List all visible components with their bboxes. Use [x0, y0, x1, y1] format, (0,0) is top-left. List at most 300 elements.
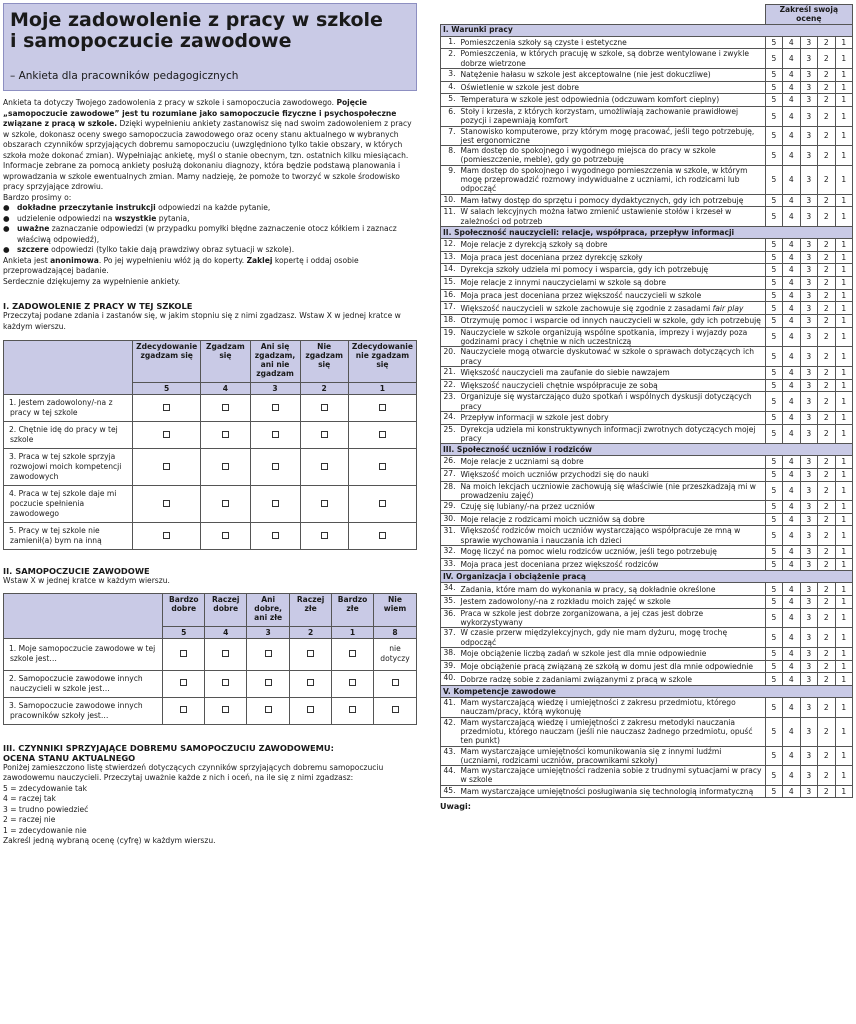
score-option[interactable]: 1: [835, 379, 853, 392]
score-option[interactable]: 1: [835, 583, 853, 596]
score-option[interactable]: 4: [783, 302, 800, 315]
answer-cell[interactable]: [300, 422, 348, 449]
score-option[interactable]: 4: [783, 526, 800, 546]
score-option[interactable]: 2: [818, 717, 835, 746]
score-option[interactable]: 1: [835, 68, 853, 81]
score-option[interactable]: 3: [800, 36, 817, 49]
score-option[interactable]: 5: [765, 68, 782, 81]
score-option[interactable]: 2: [818, 146, 835, 166]
score-option[interactable]: 4: [783, 660, 800, 673]
score-option[interactable]: 3: [800, 608, 817, 628]
score-option[interactable]: 3: [800, 673, 817, 686]
score-option[interactable]: 5: [765, 558, 782, 571]
score-option[interactable]: 1: [835, 660, 853, 673]
score-option[interactable]: 3: [800, 251, 817, 264]
answer-cell[interactable]: [247, 670, 290, 697]
score-option[interactable]: 2: [818, 596, 835, 609]
score-option[interactable]: 5: [765, 526, 782, 546]
score-option[interactable]: 3: [800, 501, 817, 514]
score-option[interactable]: 4: [783, 347, 800, 367]
score-option[interactable]: 1: [835, 766, 853, 786]
score-option[interactable]: 3: [800, 411, 817, 424]
score-option[interactable]: 4: [783, 36, 800, 49]
score-option[interactable]: 1: [835, 746, 853, 766]
score-option[interactable]: 2: [818, 526, 835, 546]
score-option[interactable]: 2: [818, 481, 835, 501]
answer-cell[interactable]: [201, 422, 250, 449]
score-option[interactable]: 1: [835, 165, 853, 194]
score-option[interactable]: 4: [783, 366, 800, 379]
score-option[interactable]: 5: [765, 276, 782, 289]
score-option[interactable]: 3: [800, 379, 817, 392]
score-option[interactable]: 4: [783, 628, 800, 648]
score-option[interactable]: 5: [765, 785, 782, 798]
score-option[interactable]: 3: [800, 546, 817, 559]
score-option[interactable]: 3: [800, 276, 817, 289]
score-option[interactable]: 1: [835, 608, 853, 628]
checkbox[interactable]: [321, 500, 328, 507]
score-option[interactable]: 3: [800, 68, 817, 81]
answer-cell[interactable]: [348, 449, 416, 486]
score-option[interactable]: 4: [783, 608, 800, 628]
checkbox[interactable]: [222, 679, 229, 686]
score-option[interactable]: 3: [800, 315, 817, 328]
checkbox[interactable]: [379, 532, 386, 539]
score-option[interactable]: 1: [835, 238, 853, 251]
score-option[interactable]: 5: [765, 546, 782, 559]
score-option[interactable]: 5: [765, 608, 782, 628]
score-option[interactable]: 5: [765, 424, 782, 444]
checkbox[interactable]: [222, 706, 229, 713]
score-option[interactable]: 1: [835, 785, 853, 798]
answer-cell[interactable]: [201, 486, 250, 523]
answer-cell[interactable]: [332, 697, 374, 724]
answer-cell[interactable]: [201, 395, 250, 422]
score-option[interactable]: 5: [765, 366, 782, 379]
score-option[interactable]: 1: [835, 276, 853, 289]
score-option[interactable]: 2: [818, 264, 835, 277]
score-option[interactable]: 2: [818, 785, 835, 798]
score-option[interactable]: 2: [818, 49, 835, 69]
score-option[interactable]: 1: [835, 648, 853, 661]
answer-cell[interactable]: [205, 638, 247, 670]
checkbox[interactable]: [222, 500, 229, 507]
score-option[interactable]: 1: [835, 194, 853, 207]
score-option[interactable]: 5: [765, 251, 782, 264]
score-option[interactable]: 2: [818, 456, 835, 469]
answer-cell[interactable]: [300, 523, 348, 550]
score-option[interactable]: 3: [800, 456, 817, 469]
score-option[interactable]: 4: [783, 698, 800, 718]
answer-cell[interactable]: [205, 697, 247, 724]
score-option[interactable]: 3: [800, 583, 817, 596]
score-option[interactable]: 5: [765, 194, 782, 207]
checkbox[interactable]: [272, 500, 279, 507]
score-option[interactable]: 5: [765, 289, 782, 302]
score-option[interactable]: 2: [818, 628, 835, 648]
score-option[interactable]: 2: [818, 126, 835, 146]
score-option[interactable]: 4: [783, 392, 800, 412]
score-option[interactable]: 1: [835, 289, 853, 302]
checkbox[interactable]: [163, 500, 170, 507]
score-option[interactable]: 1: [835, 392, 853, 412]
score-option[interactable]: 2: [818, 766, 835, 786]
score-option[interactable]: 2: [818, 583, 835, 596]
answer-cell[interactable]: [250, 449, 300, 486]
score-option[interactable]: 5: [765, 628, 782, 648]
score-option[interactable]: 1: [835, 513, 853, 526]
checkbox[interactable]: [321, 431, 328, 438]
checkbox[interactable]: [392, 679, 399, 686]
score-option[interactable]: 1: [835, 302, 853, 315]
score-option[interactable]: 2: [818, 608, 835, 628]
score-option[interactable]: 5: [765, 94, 782, 107]
answer-cell[interactable]: [300, 486, 348, 523]
score-option[interactable]: 4: [783, 106, 800, 126]
checkbox[interactable]: [222, 532, 229, 539]
score-option[interactable]: 1: [835, 126, 853, 146]
score-option[interactable]: 5: [765, 207, 782, 227]
score-option[interactable]: 4: [783, 673, 800, 686]
score-option[interactable]: 5: [765, 327, 782, 347]
checkbox[interactable]: [272, 404, 279, 411]
answer-cell[interactable]: [290, 638, 332, 670]
score-option[interactable]: 3: [800, 327, 817, 347]
score-option[interactable]: 3: [800, 392, 817, 412]
score-option[interactable]: 2: [818, 660, 835, 673]
score-option[interactable]: 4: [783, 583, 800, 596]
score-option[interactable]: 2: [818, 302, 835, 315]
checkbox[interactable]: [272, 532, 279, 539]
score-option[interactable]: 5: [765, 81, 782, 94]
score-option[interactable]: 3: [800, 165, 817, 194]
score-option[interactable]: 1: [835, 264, 853, 277]
score-option[interactable]: 2: [818, 106, 835, 126]
score-option[interactable]: 3: [800, 238, 817, 251]
score-option[interactable]: 2: [818, 501, 835, 514]
score-option[interactable]: 3: [800, 49, 817, 69]
answer-cell[interactable]: [290, 670, 332, 697]
checkbox[interactable]: [163, 431, 170, 438]
score-option[interactable]: 3: [800, 628, 817, 648]
answer-cell[interactable]: [163, 670, 205, 697]
score-option[interactable]: 5: [765, 126, 782, 146]
score-option[interactable]: 5: [765, 146, 782, 166]
score-option[interactable]: 4: [783, 276, 800, 289]
answer-cell[interactable]: [250, 395, 300, 422]
score-option[interactable]: 3: [800, 785, 817, 798]
score-option[interactable]: 4: [783, 456, 800, 469]
score-option[interactable]: 5: [765, 165, 782, 194]
checkbox[interactable]: [180, 679, 187, 686]
score-option[interactable]: 5: [765, 379, 782, 392]
score-option[interactable]: 3: [800, 81, 817, 94]
score-option[interactable]: 5: [765, 315, 782, 328]
score-option[interactable]: 1: [835, 628, 853, 648]
answer-cell[interactable]: [163, 697, 205, 724]
score-option[interactable]: 3: [800, 468, 817, 481]
score-option[interactable]: 2: [818, 746, 835, 766]
score-option[interactable]: 4: [783, 251, 800, 264]
answer-cell[interactable]: [290, 697, 332, 724]
score-option[interactable]: 2: [818, 68, 835, 81]
checkbox[interactable]: [379, 431, 386, 438]
score-option[interactable]: 5: [765, 501, 782, 514]
score-option[interactable]: 5: [765, 583, 782, 596]
score-option[interactable]: 5: [765, 746, 782, 766]
score-option[interactable]: 5: [765, 481, 782, 501]
answer-cell[interactable]: [247, 697, 290, 724]
answer-cell[interactable]: [348, 395, 416, 422]
answer-cell[interactable]: [205, 670, 247, 697]
score-option[interactable]: 4: [783, 68, 800, 81]
checkbox[interactable]: [180, 650, 187, 657]
score-option[interactable]: 3: [800, 126, 817, 146]
score-option[interactable]: 1: [835, 106, 853, 126]
score-option[interactable]: 4: [783, 766, 800, 786]
checkbox[interactable]: [321, 532, 328, 539]
answer-cell[interactable]: [374, 697, 417, 724]
score-option[interactable]: 2: [818, 194, 835, 207]
score-option[interactable]: 4: [783, 501, 800, 514]
score-option[interactable]: 4: [783, 146, 800, 166]
answer-cell[interactable]: [163, 638, 205, 670]
score-option[interactable]: 3: [800, 481, 817, 501]
score-option[interactable]: 4: [783, 424, 800, 444]
score-option[interactable]: 5: [765, 660, 782, 673]
score-option[interactable]: 2: [818, 558, 835, 571]
score-option[interactable]: 4: [783, 327, 800, 347]
score-option[interactable]: 2: [818, 366, 835, 379]
score-option[interactable]: 3: [800, 660, 817, 673]
score-option[interactable]: 2: [818, 289, 835, 302]
score-option[interactable]: 3: [800, 264, 817, 277]
checkbox[interactable]: [379, 463, 386, 470]
checkbox[interactable]: [163, 532, 170, 539]
score-option[interactable]: 5: [765, 673, 782, 686]
score-option[interactable]: 2: [818, 327, 835, 347]
score-option[interactable]: 1: [835, 501, 853, 514]
score-option[interactable]: 4: [783, 558, 800, 571]
answer-cell[interactable]: [332, 670, 374, 697]
score-option[interactable]: 3: [800, 94, 817, 107]
score-option[interactable]: 1: [835, 717, 853, 746]
score-option[interactable]: 1: [835, 315, 853, 328]
score-option[interactable]: 2: [818, 81, 835, 94]
score-option[interactable]: 2: [818, 698, 835, 718]
score-option[interactable]: 3: [800, 746, 817, 766]
score-option[interactable]: 4: [783, 546, 800, 559]
checkbox[interactable]: [222, 463, 229, 470]
score-option[interactable]: 5: [765, 596, 782, 609]
answer-cell[interactable]: [332, 638, 374, 670]
score-option[interactable]: 5: [765, 49, 782, 69]
score-option[interactable]: 5: [765, 468, 782, 481]
score-option[interactable]: 3: [800, 347, 817, 367]
checkbox[interactable]: [349, 706, 356, 713]
checkbox[interactable]: [222, 431, 229, 438]
checkbox[interactable]: [163, 404, 170, 411]
score-option[interactable]: 3: [800, 194, 817, 207]
score-option[interactable]: 4: [783, 481, 800, 501]
answer-cell[interactable]: [300, 449, 348, 486]
score-option[interactable]: 3: [800, 596, 817, 609]
score-option[interactable]: 1: [835, 347, 853, 367]
checkbox[interactable]: [265, 650, 272, 657]
answer-cell[interactable]: [133, 395, 201, 422]
answer-cell[interactable]: [348, 486, 416, 523]
score-option[interactable]: 2: [818, 424, 835, 444]
score-option[interactable]: 4: [783, 81, 800, 94]
score-option[interactable]: 2: [818, 673, 835, 686]
score-option[interactable]: 2: [818, 94, 835, 107]
answer-cell[interactable]: [201, 523, 250, 550]
checkbox[interactable]: [265, 706, 272, 713]
score-option[interactable]: 4: [783, 648, 800, 661]
score-option[interactable]: 1: [835, 698, 853, 718]
score-option[interactable]: 3: [800, 717, 817, 746]
score-option[interactable]: 4: [783, 785, 800, 798]
checkbox[interactable]: [180, 706, 187, 713]
score-option[interactable]: 2: [818, 468, 835, 481]
answer-cell[interactable]: [133, 486, 201, 523]
score-option[interactable]: 1: [835, 36, 853, 49]
score-option[interactable]: 2: [818, 648, 835, 661]
score-option[interactable]: 5: [765, 456, 782, 469]
score-option[interactable]: 4: [783, 315, 800, 328]
score-option[interactable]: 5: [765, 411, 782, 424]
score-option[interactable]: 3: [800, 146, 817, 166]
answer-cell[interactable]: [247, 638, 290, 670]
score-option[interactable]: 3: [800, 302, 817, 315]
answer-cell[interactable]: [133, 449, 201, 486]
answer-cell[interactable]: [133, 422, 201, 449]
score-option[interactable]: 1: [835, 526, 853, 546]
score-option[interactable]: 2: [818, 411, 835, 424]
score-option[interactable]: 4: [783, 238, 800, 251]
score-option[interactable]: 4: [783, 746, 800, 766]
checkbox[interactable]: [265, 679, 272, 686]
checkbox[interactable]: [272, 463, 279, 470]
score-option[interactable]: 4: [783, 264, 800, 277]
score-option[interactable]: 4: [783, 513, 800, 526]
score-option[interactable]: 1: [835, 456, 853, 469]
score-option[interactable]: 2: [818, 238, 835, 251]
answer-cell[interactable]: [348, 523, 416, 550]
score-option[interactable]: 5: [765, 106, 782, 126]
score-option[interactable]: 2: [818, 347, 835, 367]
score-option[interactable]: 5: [765, 36, 782, 49]
answer-cell[interactable]: [250, 486, 300, 523]
score-option[interactable]: 2: [818, 36, 835, 49]
score-option[interactable]: 3: [800, 289, 817, 302]
score-option[interactable]: 1: [835, 366, 853, 379]
score-option[interactable]: 3: [800, 558, 817, 571]
score-option[interactable]: 2: [818, 251, 835, 264]
score-option[interactable]: 3: [800, 526, 817, 546]
score-option[interactable]: 5: [765, 648, 782, 661]
score-option[interactable]: 1: [835, 146, 853, 166]
score-option[interactable]: 4: [783, 49, 800, 69]
score-option[interactable]: 1: [835, 596, 853, 609]
score-option[interactable]: 5: [765, 766, 782, 786]
score-option[interactable]: 2: [818, 207, 835, 227]
score-option[interactable]: 1: [835, 558, 853, 571]
score-option[interactable]: 2: [818, 315, 835, 328]
score-option[interactable]: 2: [818, 165, 835, 194]
checkbox[interactable]: [222, 650, 229, 657]
score-option[interactable]: 5: [765, 264, 782, 277]
score-option[interactable]: 1: [835, 481, 853, 501]
score-option[interactable]: 5: [765, 513, 782, 526]
checkbox[interactable]: [321, 463, 328, 470]
answer-cell[interactable]: [133, 523, 201, 550]
score-option[interactable]: 3: [800, 648, 817, 661]
score-option[interactable]: 2: [818, 276, 835, 289]
score-option[interactable]: 1: [835, 424, 853, 444]
score-option[interactable]: 1: [835, 411, 853, 424]
answer-cell[interactable]: [201, 449, 250, 486]
score-option[interactable]: 1: [835, 207, 853, 227]
checkbox[interactable]: [307, 650, 314, 657]
answer-cell[interactable]: [374, 670, 417, 697]
answer-cell[interactable]: [250, 523, 300, 550]
checkbox[interactable]: [307, 679, 314, 686]
score-option[interactable]: 1: [835, 468, 853, 481]
score-option[interactable]: 4: [783, 289, 800, 302]
score-option[interactable]: 3: [800, 366, 817, 379]
score-option[interactable]: 5: [765, 698, 782, 718]
score-option[interactable]: 5: [765, 302, 782, 315]
checkbox[interactable]: [272, 431, 279, 438]
score-option[interactable]: 5: [765, 347, 782, 367]
score-option[interactable]: 3: [800, 766, 817, 786]
score-option[interactable]: 1: [835, 81, 853, 94]
score-option[interactable]: 2: [818, 379, 835, 392]
score-option[interactable]: 4: [783, 379, 800, 392]
score-option[interactable]: 3: [800, 513, 817, 526]
score-option[interactable]: 3: [800, 106, 817, 126]
score-option[interactable]: 5: [765, 238, 782, 251]
score-option[interactable]: 5: [765, 392, 782, 412]
score-option[interactable]: 1: [835, 49, 853, 69]
checkbox[interactable]: [379, 404, 386, 411]
score-option[interactable]: 4: [783, 717, 800, 746]
score-option[interactable]: 4: [783, 194, 800, 207]
score-option[interactable]: 4: [783, 126, 800, 146]
score-option[interactable]: 3: [800, 207, 817, 227]
score-option[interactable]: 2: [818, 513, 835, 526]
score-option[interactable]: 1: [835, 94, 853, 107]
score-option[interactable]: 4: [783, 207, 800, 227]
score-option[interactable]: 3: [800, 698, 817, 718]
checkbox[interactable]: [349, 679, 356, 686]
score-option[interactable]: 5: [765, 717, 782, 746]
answer-cell[interactable]: [250, 422, 300, 449]
score-option[interactable]: 4: [783, 94, 800, 107]
checkbox[interactable]: [321, 404, 328, 411]
score-option[interactable]: 4: [783, 411, 800, 424]
score-option[interactable]: 1: [835, 546, 853, 559]
score-option[interactable]: 2: [818, 546, 835, 559]
score-option[interactable]: 1: [835, 673, 853, 686]
score-option[interactable]: 4: [783, 468, 800, 481]
checkbox[interactable]: [307, 706, 314, 713]
answer-cell[interactable]: [348, 422, 416, 449]
checkbox[interactable]: [392, 706, 399, 713]
checkbox[interactable]: [163, 463, 170, 470]
answer-cell[interactable]: [300, 395, 348, 422]
